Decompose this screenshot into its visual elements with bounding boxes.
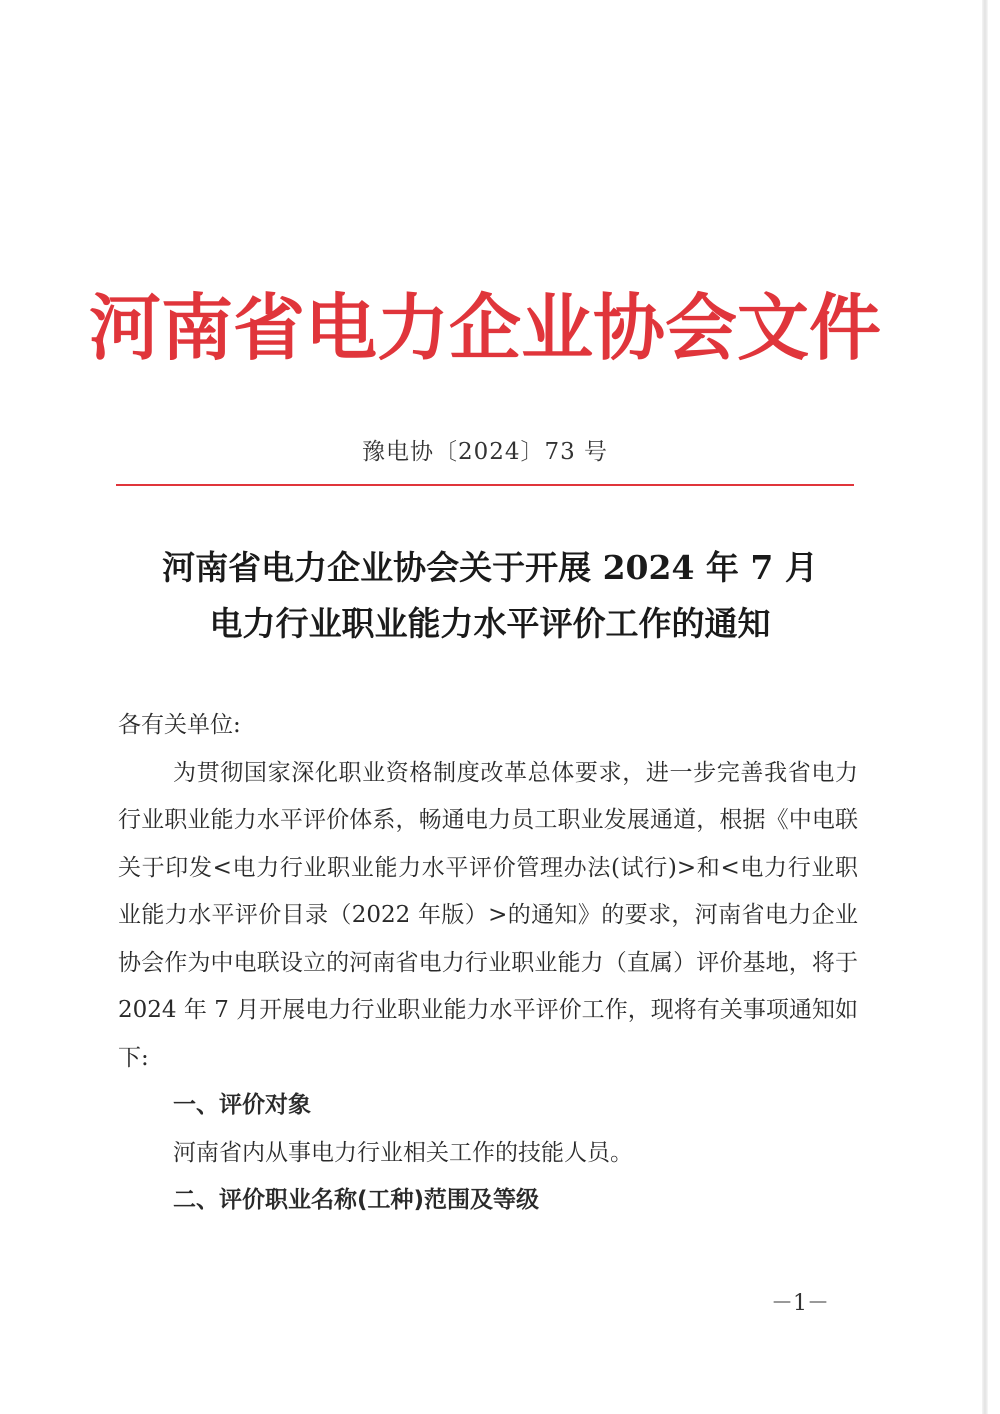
- section-1-text: 河南省内从事电力行业相关工作的技能人员。: [173, 1139, 633, 1166]
- notice-title-line-1: 河南省电力企业协会关于开展 2024 年 7 月: [162, 548, 818, 587]
- issuer-header-title: 河南省电力企业协会文件: [88, 286, 881, 370]
- scan-edge-shadow: [982, 0, 988, 1414]
- red-separator-line: [116, 484, 854, 486]
- intro-paragraph: 为贯彻国家深化职业资格制度改革总体要求，进一步完善我省电力行业职业能力水平评价体系，畅通电力员工职业发展通道，根据《中电联关于印发<电力行业职业能力水平评价管理办法(试行)>和<电力行业职业能力水平评价目录（2022 年版）>的通知》的要求，河南省电力企业协会作为中电联设立的河南省电力行业职业能力（直属）评价基地，将于 2024 年 7 月开展电力行业职业能力水平评价工作，现将有关事项通知如下:: [118, 759, 858, 1071]
- notice-title-line-2: 电力行业职业能力水平评价工作的通知: [209, 604, 771, 643]
- section-2-heading: 二、评价职业名称(工种)范围及等级: [173, 1187, 540, 1213]
- page-number: －1－: [771, 1291, 829, 1316]
- document-number: 豫电协〔2024〕73 号: [361, 439, 609, 465]
- notice-title: [80, 540, 900, 652]
- section-1-heading: 一、评价对象: [173, 1092, 311, 1118]
- salutation: 各有关单位:: [118, 712, 241, 738]
- notice-body: [118, 702, 858, 1225]
